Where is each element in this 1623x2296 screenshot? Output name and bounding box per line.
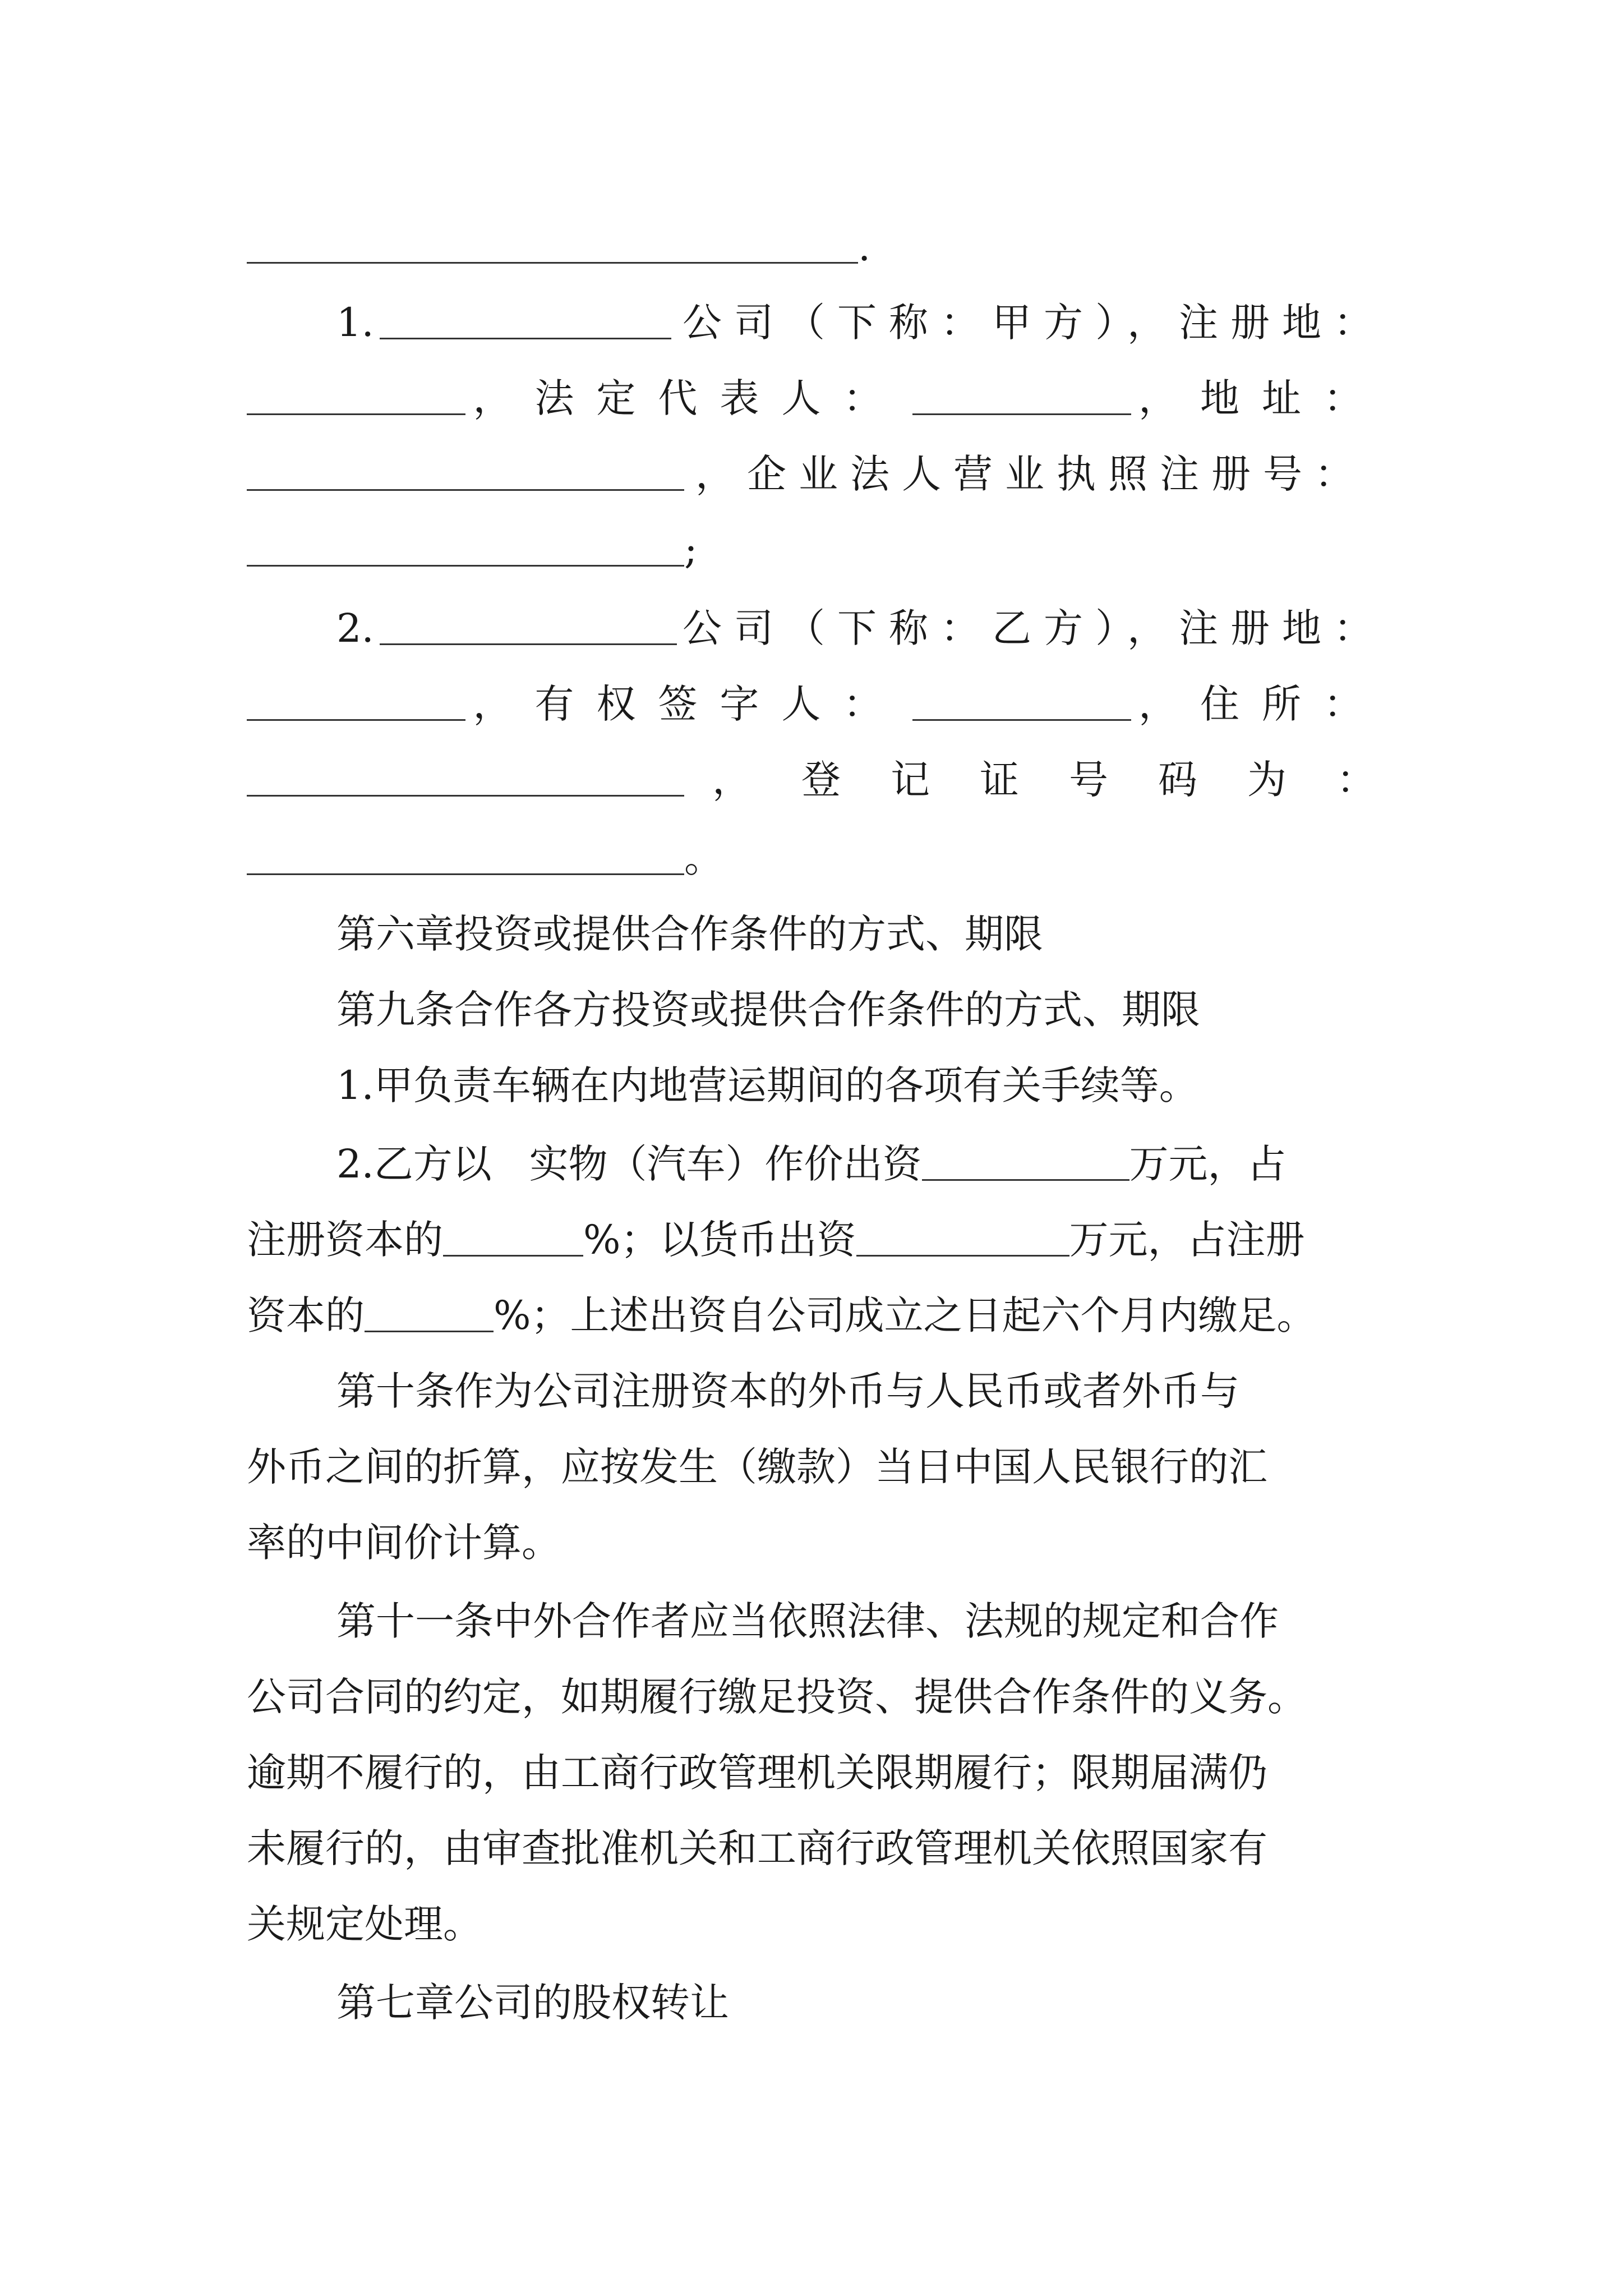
article-10-text: 率的中间价计算。	[247, 1520, 561, 1566]
registration-no-label: ， 登 记 证 号 码 为 ：	[712, 757, 1376, 803]
registered-place-blank	[247, 688, 465, 721]
article-10-text: 第十条作为公司注册资本的外币与人民币或者外币与	[336, 1368, 1239, 1414]
party-a-label: 公司（下称：甲方），注册地：	[683, 300, 1385, 346]
article-11-text: 逾期不履行的，由工商行政管理机关限期履行；限期届满仍	[247, 1750, 1267, 1796]
item-number: 1.	[336, 300, 374, 346]
article-10-line-3	[247, 1512, 1385, 1573]
semicolon: ;	[684, 527, 698, 573]
party-b-label: 公司（下称：乙方），注册地：	[683, 605, 1385, 651]
article-10-line-1	[336, 1360, 1385, 1422]
article-11-line-1	[336, 1590, 1385, 1652]
address-blank	[247, 458, 684, 491]
amount-blank	[922, 1148, 1129, 1181]
license-no-blank	[247, 533, 684, 567]
percent-blank	[443, 1223, 583, 1257]
article-9-text: 第九条合作各方投资或提供合作条件的方式、期限	[336, 987, 1200, 1033]
article-9-heading	[336, 979, 1385, 1041]
article-9-item-2-line-3	[247, 1285, 1385, 1346]
article-9-item-2-line-1	[336, 1133, 1385, 1195]
license-no-label: ，企业法人营业执照注册号：	[695, 451, 1366, 497]
registration-no-blank	[247, 842, 684, 875]
blank-line-continuation	[247, 216, 1385, 278]
article-11-text: 未履行的，由审查批准机关和工商行政管理机关依照国家有	[247, 1825, 1267, 1871]
article-11-text: 关规定处理。	[247, 1901, 482, 1947]
article-10-line-2	[247, 1436, 1385, 1498]
chapter-6-text: 第六章投资或提供合作条件的方式、期限	[336, 911, 1043, 957]
company-name-blank	[380, 612, 677, 645]
party-a-line-4	[247, 519, 1385, 581]
amount-blank	[856, 1223, 1069, 1257]
fill-in-blank	[247, 231, 858, 264]
chapter-7-text: 第七章公司的股权转让	[336, 1980, 729, 2026]
address-label: ，地址：	[1138, 375, 1385, 421]
signatory-label: ，有权签字人：	[473, 681, 905, 727]
full-stop: 。	[684, 835, 723, 881]
party-a-line-3	[247, 443, 1385, 505]
domicile-blank	[247, 763, 684, 797]
unit-text: 万元，占	[1129, 1141, 1287, 1187]
capital-share-text: 资本的	[247, 1292, 365, 1338]
article-11-text: 第十一条中外合作者应当依照法律、法规的规定和合作	[336, 1598, 1279, 1644]
article-10-text: 外币之间的折算，应按发生（缴款）当日中国人民银行的汇	[247, 1444, 1267, 1490]
company-name-blank	[380, 306, 671, 339]
percent-blank	[365, 1299, 494, 1332]
article-11-line-2	[247, 1666, 1385, 1728]
chapter-7-heading	[336, 1972, 1385, 2033]
chapter-6-heading	[336, 903, 1385, 965]
signatory-blank	[912, 688, 1131, 721]
period: .	[858, 224, 871, 270]
article-9-item-1	[336, 1055, 1385, 1116]
legal-rep-label: ，法定代表人：	[473, 375, 905, 421]
cash-contribution-text: %；以货币出资	[583, 1217, 856, 1263]
article-9-item-1-text: 1.甲负责车辆在内地营运期间的各项有关手续等。	[336, 1062, 1198, 1108]
party-b-line-2	[247, 673, 1385, 735]
party-a-line-1	[336, 292, 1385, 353]
article-11-line-5	[247, 1893, 1385, 1955]
article-11-line-4	[247, 1818, 1385, 1879]
registered-place-blank	[247, 382, 465, 415]
party-b-line-1	[336, 597, 1385, 659]
article-11-text: 公司合同的约定，如期履行缴足投资、提供合作条件的义务。	[247, 1674, 1307, 1720]
party-a-line-2	[247, 367, 1385, 429]
domicile-label: ，住所：	[1138, 681, 1385, 727]
in-kind-contribution-text: 2.乙方以 实物（汽车）作价出资	[336, 1141, 922, 1187]
party-b-line-3	[247, 749, 1385, 811]
party-b-line-4	[247, 827, 1385, 889]
legal-rep-blank	[912, 382, 1131, 415]
capital-share-text: 注册资本的	[247, 1217, 443, 1263]
item-number: 2.	[336, 605, 374, 651]
payment-deadline-text: %；上述出资自公司成立之日起六个月内缴足。	[494, 1292, 1316, 1338]
article-9-item-2-line-2	[247, 1209, 1385, 1271]
unit-text: 万元，占注册	[1069, 1217, 1305, 1263]
article-11-line-3	[247, 1742, 1385, 1803]
